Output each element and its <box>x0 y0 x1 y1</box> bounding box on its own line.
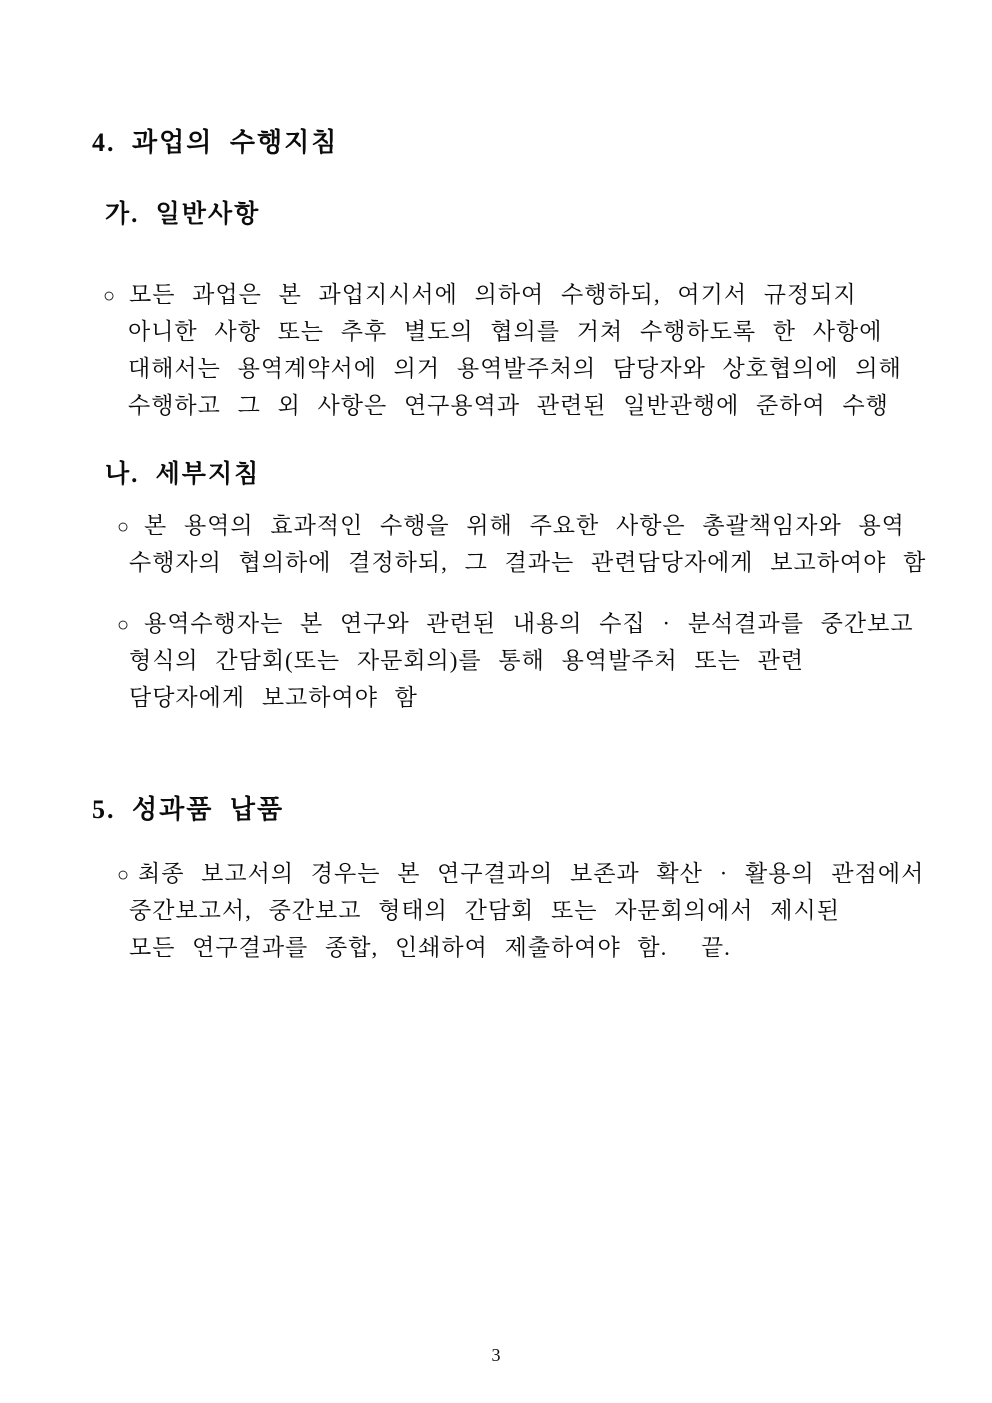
subsection-na-heading: 나. 세부지침 <box>105 461 261 488</box>
paragraph-line <box>0 507 992 544</box>
section-4-heading: 4. 과업의 수행지침 <box>92 128 339 157</box>
deliverables-paragraph <box>0 855 992 966</box>
detail-item-1-paragraph <box>0 507 992 581</box>
paragraph-line: 대해서는 용역계약서에 의거 용역발주처의 담당자와 상호협의에 의해 <box>128 356 902 381</box>
general-items-paragraph <box>0 276 992 424</box>
paragraph-line <box>0 276 992 313</box>
paragraph-text: 최종 보고서의 경우는 본 연구결과의 보존과 확산 · 활용의 관점에서 <box>138 861 925 886</box>
paragraph-line: 담당자에게 보고하여야 함 <box>129 685 418 710</box>
paragraph-text: 용역수행자는 본 연구와 관련된 내용의 수집 · 분석결과를 중간보고 <box>144 611 914 636</box>
bullet-circle-icon: ○ <box>117 864 130 886</box>
paragraph-line <box>0 605 992 642</box>
paragraph-line: 모든 연구결과를 종합, 인쇄하여 제출하여야 함. 끝. <box>129 935 731 960</box>
paragraph-line <box>0 855 992 892</box>
section-5-heading: 5. 성과품 납품 <box>92 795 285 824</box>
bullet-circle-icon: ○ <box>117 516 130 538</box>
paragraph-line: 중간보고서, 중간보고 형태의 간담회 또는 자문회의에서 제시된 <box>129 898 840 923</box>
page-number: 3 <box>491 1345 501 1365</box>
paragraph-line: 형식의 간담회(또는 자문회의)를 통해 용역발주처 또는 관련 <box>129 648 805 673</box>
paragraph-line: 수행하고 그 외 사항은 연구용역과 관련된 일반관행에 준하여 수행 <box>128 393 889 418</box>
paragraph-line: 수행자의 협의하에 결정하되, 그 결과는 관련담당자에게 보고하여야 함 <box>129 550 927 575</box>
paragraph-text: 모든 과업은 본 과업지시서에 의하여 수행하되, 여기서 규정되지 <box>129 282 857 307</box>
bullet-circle-icon: ○ <box>103 285 116 307</box>
paragraph-line: 아니한 사항 또는 추후 별도의 협의를 거쳐 수행하도록 한 사항에 <box>128 319 883 344</box>
detail-item-2-paragraph <box>0 605 992 716</box>
subsection-ga-heading: 가. 일반사항 <box>105 201 261 228</box>
bullet-circle-icon: ○ <box>117 614 130 636</box>
paragraph-text: 본 용역의 효과적인 수행을 위해 주요한 사항은 총괄책임자와 용역 <box>144 513 905 538</box>
